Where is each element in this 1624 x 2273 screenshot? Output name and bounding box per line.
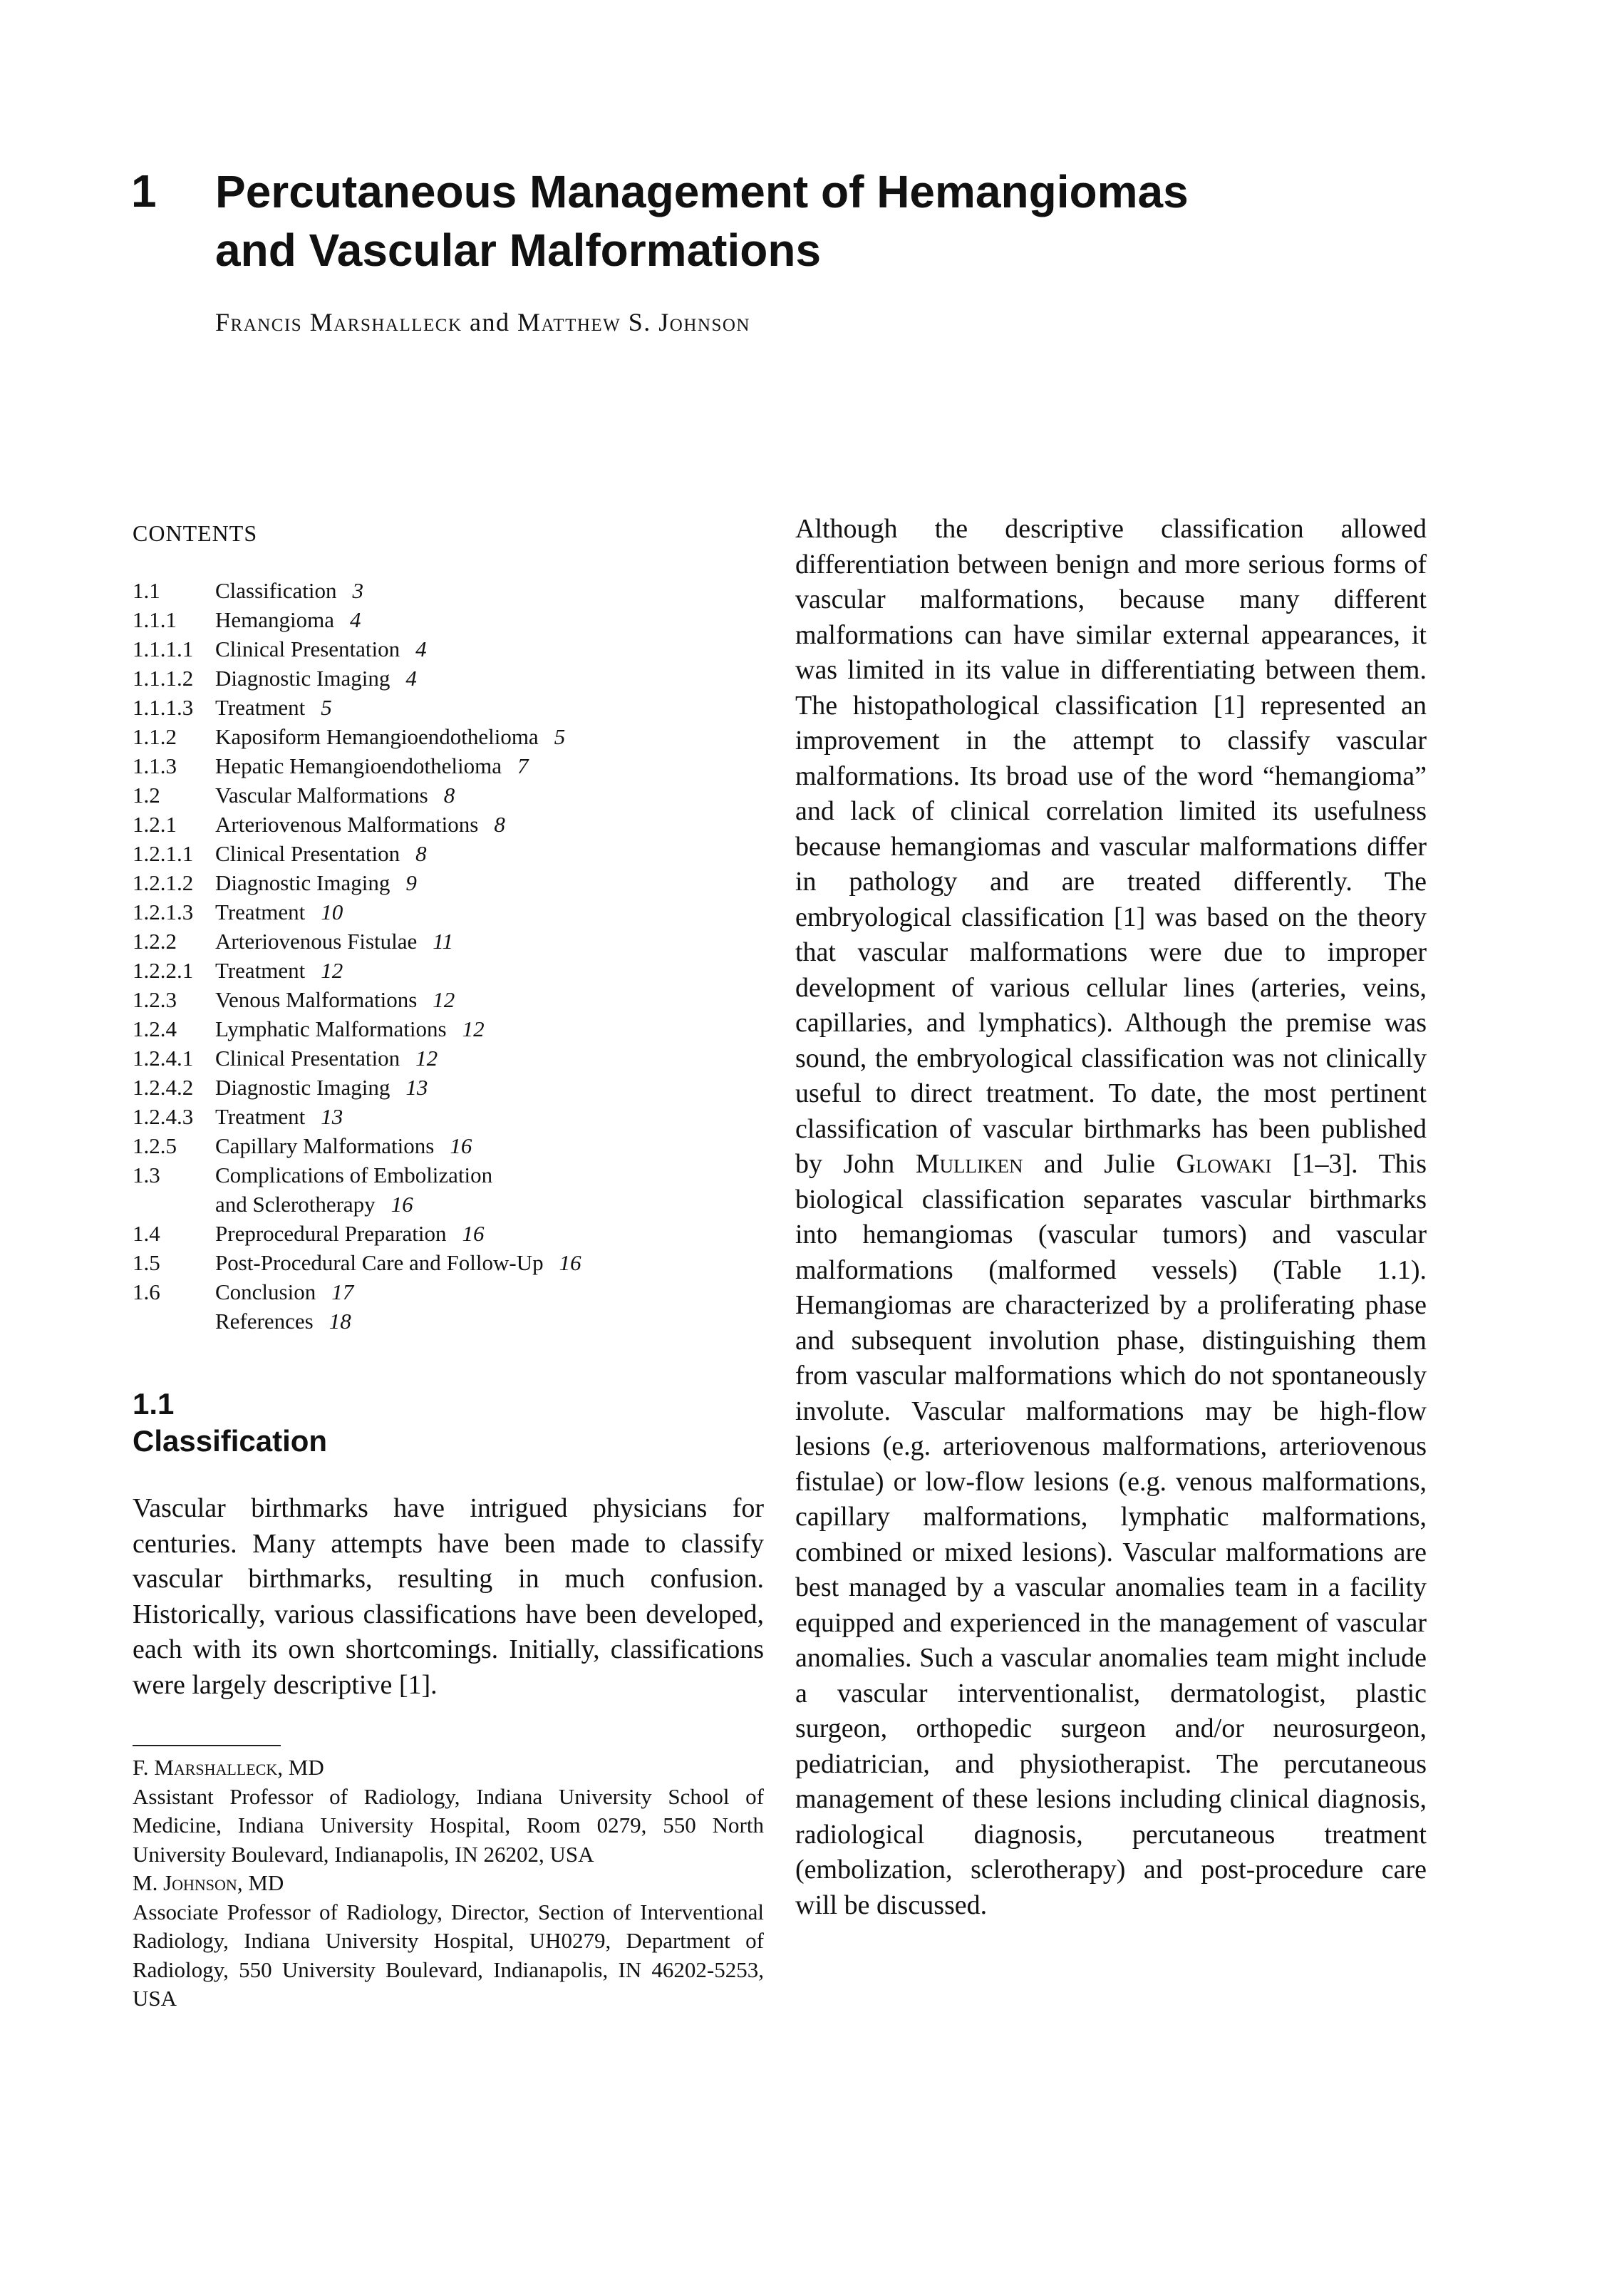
footnote-author-2 — [133, 1869, 764, 1898]
toc-entry-title: Clinical Presentation — [215, 841, 400, 866]
toc-entry-number: 1.2.1.1 — [133, 841, 194, 866]
toc-entry-title: Vascular Malformations — [215, 783, 428, 808]
toc-entry-number: 1.3 — [133, 1163, 160, 1187]
section-intro-paragraph: Vascular birthmarks have intrigued physicians for centuries. Many attempts have been made to classify vascular birthmarks, resulting in much confusion. Historically, various classifications have been developed, each with its own shortcomings. Initially, classifications were largely descriptive [1]. — [133, 1493, 764, 1700]
toc-entry — [133, 576, 831, 605]
toc-entry-number: 1.2.2.1 — [133, 958, 194, 983]
chapter-title-line-1: Percutaneous Management of Hemangiomas — [215, 166, 1189, 217]
footnote-author-1 — [133, 1753, 764, 1783]
toc-entry-title: Preprocedural Preparation — [215, 1221, 447, 1246]
toc-entry-title: and Sclerotherapy — [215, 1192, 376, 1217]
toc-entry-number: 1.4 — [133, 1221, 160, 1246]
toc-entry-page: 4 — [415, 636, 427, 661]
toc-entry — [133, 634, 831, 664]
toc-entry-title: Clinical Presentation — [215, 636, 400, 661]
toc-entry-title: Complications of Embolization — [215, 1163, 493, 1187]
toc-entry-page: 5 — [554, 724, 566, 749]
toc-entry-page: 12 — [415, 1046, 438, 1071]
footnote-author-1-degree: , MD — [277, 1755, 324, 1780]
classification-body-paragraph — [795, 512, 1427, 1923]
toc-entry-page: 10 — [321, 900, 343, 924]
toc-entry-number: 1.2.2 — [133, 929, 177, 954]
toc-entry-number: 1.2.5 — [133, 1133, 177, 1158]
toc-entry-title: Diagnostic Imaging — [215, 666, 391, 691]
toc-entry-title: Arteriovenous Malformations — [215, 812, 479, 837]
cited-author-glowaki: Glowaki — [1176, 1149, 1272, 1179]
toc-entry — [133, 810, 831, 839]
body-text-part-2: and Julie — [1023, 1149, 1176, 1179]
toc-entry-title: Diagnostic Imaging — [215, 870, 391, 895]
toc-entry-title: Diagnostic Imaging — [215, 1075, 391, 1100]
toc-entry — [133, 1131, 831, 1160]
section-number: 1.1 — [133, 1387, 175, 1421]
toc-entry-page: 5 — [321, 695, 332, 720]
toc-entry-title: Treatment — [215, 958, 306, 983]
toc-entry — [133, 1043, 831, 1073]
toc-entry — [133, 751, 831, 780]
toc-entry — [133, 780, 831, 810]
toc-entry-number: 1.2.4.3 — [133, 1104, 194, 1129]
toc-entry-page: 8 — [494, 812, 505, 837]
toc-entry — [133, 985, 831, 1014]
toc-entry-number: 1.1.1.3 — [133, 695, 194, 720]
toc-entry — [133, 693, 831, 722]
toc-entry-page: 8 — [443, 783, 455, 808]
toc-entry-title: Hemangioma — [215, 607, 335, 632]
body-text-part-3: [1–3]. This biological classification separates vascular birthmarks into hemangiomas (vascular tumors) and vascular malformations (malformed vessels) (Table 1.1). Hemangiomas are characterized by a proliferating phase and subsequent involution phase, distinguishing them from vascular malformations which do not spontaneously involute. Vascular malformations may be high-flow lesions (e.g. arteriovenous malformations, arteriovenous fistulae) or low-flow lesions (e.g. venous malformations, capillary malformations, lymphatic malformations, combined or mixed lesions). Vascular malformations are best managed by a vascular anomalies team in a facility equipped and experienced in the management of vascular anomalies. Such a vascular anomalies team might include a vascular interventionalist, dermatologist, plastic surgeon, orthopedic surgeon and/or neurosurgeon, pediatrician, and physiotherapist. The percutaneous management of these lesions including clinical diagnosis, radiological diagnosis, percutaneous treatment (embolization, sclerotherapy) and post-procedure care will be discussed. — [795, 1149, 1427, 1920]
toc-entry-number: 1.1.1.1 — [133, 636, 194, 661]
toc-entry-page: 4 — [350, 607, 361, 632]
toc-entry-title: Hepatic Hemangioendothelioma — [215, 753, 502, 778]
toc-entry-title: Arteriovenous Fistulae — [215, 929, 418, 954]
toc-entry-title: Kaposiform Hemangioendothelioma — [215, 724, 539, 749]
section-title: Classification — [133, 1424, 328, 1458]
toc-entry — [133, 897, 831, 927]
toc-entry-title: Treatment — [215, 1104, 306, 1129]
table-of-contents — [133, 576, 831, 1336]
toc-entry-title: Venous Malformations — [215, 987, 418, 1012]
toc-entry-page: 17 — [331, 1279, 354, 1304]
toc-entry-page: 16 — [391, 1192, 413, 1217]
toc-entry-number: 1.2.1.3 — [133, 900, 194, 924]
toc-entry — [133, 1306, 831, 1336]
toc-entry-number: 1.2 — [133, 783, 160, 808]
toc-entry-page: 8 — [415, 841, 427, 866]
toc-entry-page: 12 — [321, 958, 343, 983]
author-affiliations-footnote — [133, 1753, 764, 2014]
author-2: Matthew S. Johnson — [517, 308, 750, 336]
toc-entry-page: 7 — [517, 753, 529, 778]
toc-entry — [133, 868, 831, 897]
toc-entry-number: 1.2.1.2 — [133, 870, 194, 895]
toc-entry-number: 1.2.1 — [133, 812, 177, 837]
body-text-part-1: Although the descriptive classification allowed differentiation between benign and more serious forms of vascular malformations, because many different malformations can have similar external appearances, it was limited in its value in differentiating between them. The histopathological classification [1] represented an improvement in the attempt to classify vascular malformations. Its broad use of the word “hemangioma” and lack of clinical correlation limited its usefulness because hemangiomas and vascular malformations differ in pathology and are treated differently. The embryological classification [1] was based on the theory that vascular malformations were due to improper development of various cellular lines (arteries, veins, capillaries, and lymphatics). Although the premise was sound, the embryological classification was not clinically useful to direct treatment. To date, the most pertinent classification of vascular birthmarks has been published by John — [795, 514, 1427, 1179]
toc-entry-page: 13 — [321, 1104, 343, 1129]
toc-entry-title: References — [215, 1309, 314, 1334]
toc-entry — [133, 927, 831, 956]
toc-entry-page: 3 — [352, 578, 363, 603]
contents-heading: CONTENTS — [133, 520, 258, 546]
toc-entry-number: 1.1.2 — [133, 724, 177, 749]
toc-entry — [133, 605, 831, 634]
author-joiner: and — [470, 308, 510, 336]
footnote-author-2-name: M. Johnson — [133, 1870, 237, 1895]
footnote-author-2-affiliation: Associate Professor of Radiology, Director, Section of Interventional Radiology, Indiana University Hospital, UH0279, Department of Radiology, 550 University Boulevard, Indianapolis, IN 46202-5253, USA — [133, 1899, 764, 2011]
toc-entry-title: Treatment — [215, 695, 306, 720]
footnote-author-2-degree: , MD — [237, 1870, 284, 1895]
footnote-rule — [133, 1745, 281, 1746]
toc-entry-page: 11 — [433, 929, 453, 954]
toc-entry-number: 1.2.4.2 — [133, 1075, 194, 1100]
toc-entry — [133, 664, 831, 693]
toc-entry-title: Capillary Malformations — [215, 1133, 435, 1158]
toc-entry-number: 1.2.4 — [133, 1016, 177, 1041]
toc-entry — [133, 1073, 831, 1102]
cited-author-mulliken: Mulliken — [915, 1149, 1023, 1179]
toc-entry-page: 12 — [433, 987, 455, 1012]
toc-entry — [133, 839, 831, 868]
chapter-title-line-2: and Vascular Malformations — [215, 225, 822, 276]
toc-entry — [133, 956, 831, 985]
toc-entry — [133, 1160, 831, 1190]
toc-entry-number: 1.6 — [133, 1279, 160, 1304]
toc-entry-number: 1.1 — [133, 578, 160, 603]
toc-entry — [133, 1190, 831, 1219]
toc-entry-page: 16 — [559, 1250, 581, 1275]
toc-entry-page: 4 — [405, 666, 417, 691]
toc-entry-number: 1.1.1.2 — [133, 666, 194, 691]
author-1: Francis Marshalleck — [215, 308, 462, 336]
toc-entry-page: 18 — [329, 1309, 351, 1334]
toc-entry-title: Conclusion — [215, 1279, 316, 1304]
toc-entry-page: 12 — [462, 1016, 485, 1041]
author-line — [215, 305, 750, 339]
toc-entry — [133, 722, 831, 751]
toc-entry-number: 1.1.1 — [133, 607, 177, 632]
toc-entry-page: 13 — [405, 1075, 428, 1100]
toc-entry — [133, 1248, 831, 1277]
footnote-author-1-name: F. Marshalleck — [133, 1755, 278, 1780]
toc-entry-title: Post-Procedural Care and Follow-Up — [215, 1250, 544, 1275]
toc-entry — [133, 1277, 831, 1306]
footnote-author-1-affiliation: Assistant Professor of Radiology, Indiana University School of Medicine, Indiana University Hospital, Room 0279, 550 North University Boulevard, Indianapolis, IN 26202, USA — [133, 1783, 764, 1867]
toc-entry — [133, 1014, 831, 1043]
chapter-number: 1 — [131, 165, 157, 217]
toc-entry-page: 16 — [462, 1221, 485, 1246]
toc-entry-number: 1.1.3 — [133, 753, 177, 778]
chapter-title — [215, 163, 1498, 279]
toc-entry-number: 1.2.4.1 — [133, 1046, 194, 1071]
toc-entry-page: 9 — [405, 870, 417, 895]
toc-entry-number: 1.5 — [133, 1250, 160, 1275]
toc-entry — [133, 1219, 831, 1248]
toc-entry — [133, 1102, 831, 1131]
toc-entry-title: Clinical Presentation — [215, 1046, 400, 1071]
toc-entry-title: Treatment — [215, 900, 306, 924]
toc-entry-title: Classification — [215, 578, 337, 603]
toc-entry-page: 16 — [450, 1133, 472, 1158]
toc-entry-number: 1.2.3 — [133, 987, 177, 1012]
toc-entry-title: Lymphatic Malformations — [215, 1016, 447, 1041]
